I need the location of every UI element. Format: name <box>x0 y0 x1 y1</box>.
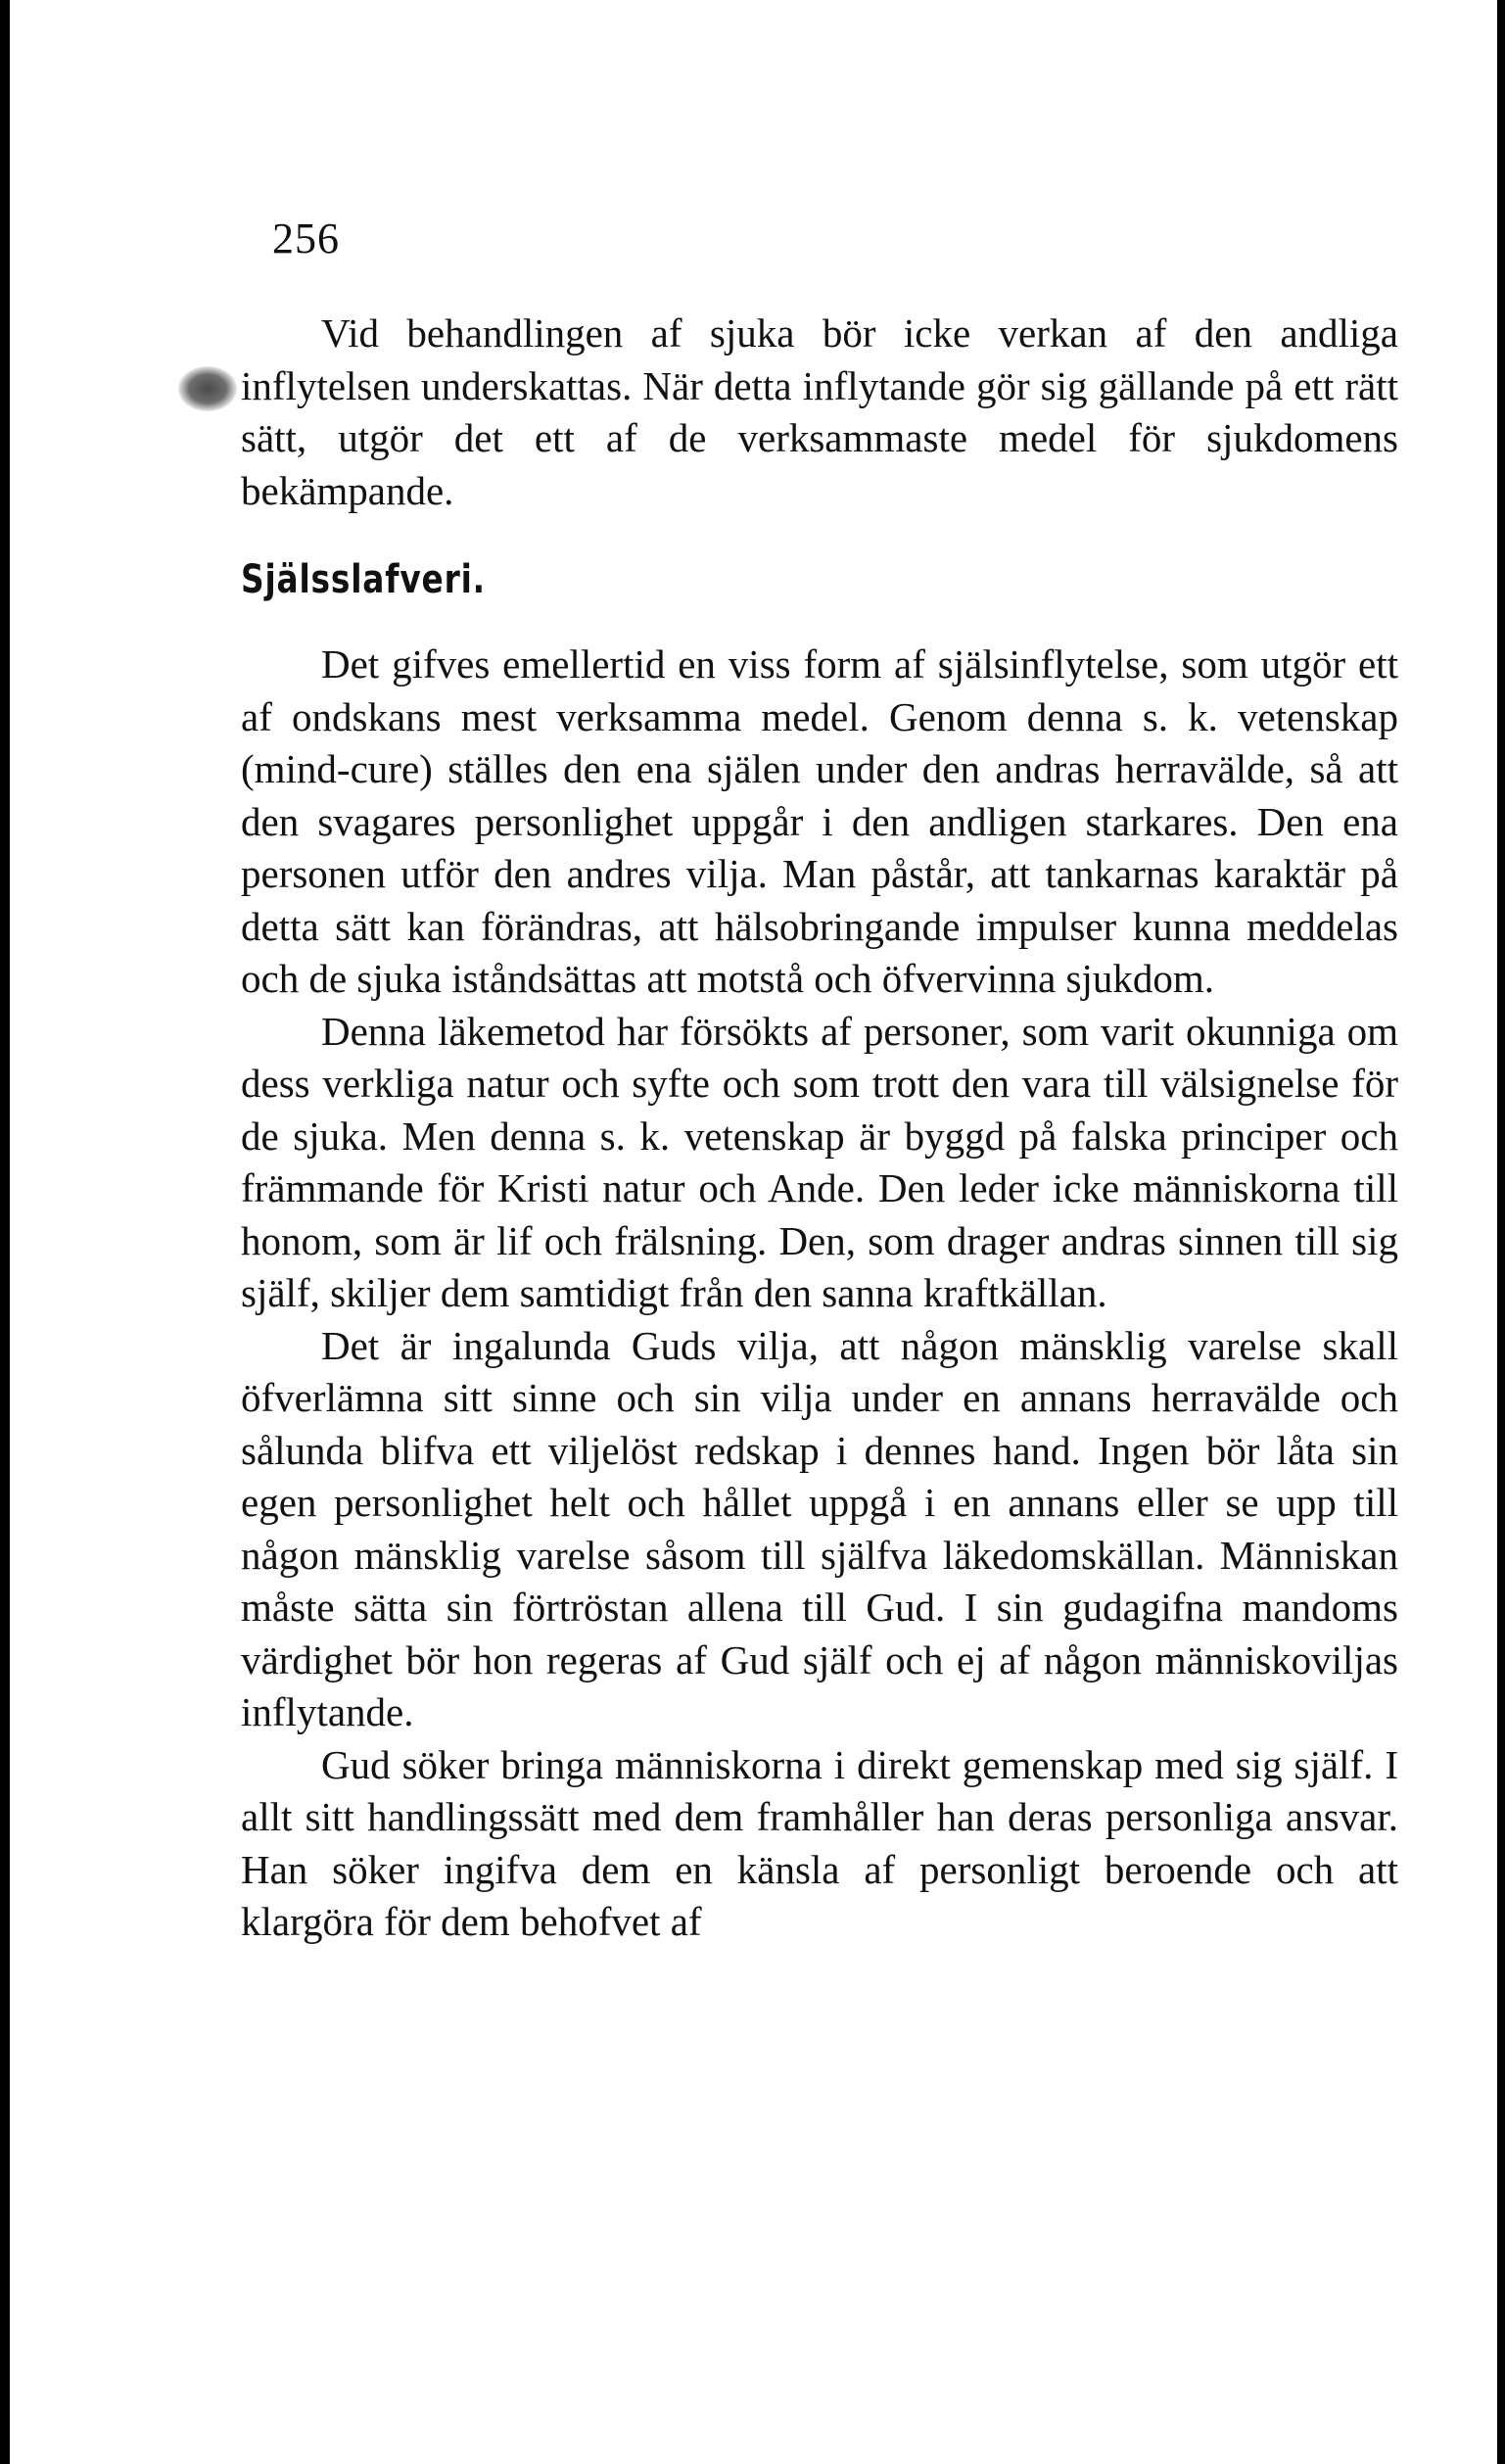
paragraph-4: Gud söker bringa människorna i direkt gemenskap med sig själf. I allt sitt handlingssätt med dem framhåller han deras personliga ansvar. Han söker ingifva dem en känsla af personligt beroende och att klargöra för dem behofvet af <box>241 1741 1398 1944</box>
intro-paragraph: Vid behandlingen af sjuka bör icke verkan af den andliga inflytelsen underskattas. När detta inflytande gör sig gällande på ett rätt sätt, utgör det ett af de verksammaste medel för sjukdomens bekämpande. <box>241 310 1398 513</box>
ink-smudge <box>178 366 237 411</box>
paragraph-1: Det gifves emellertid en viss form af själsinflytelse, som utgör ett af ondskans mest verksamma medel. Genom denna s. k. vetenskap (mind-cure) ställes den ena själen under den andras herravälde, så att den svagares personlighet uppgår i den andligen starkares. Den ena personen utför den andres vilja. Man påstår, att tankarnas karaktär på detta sätt kan förändras, att hälsobringande impulser kunna meddelas och de sjuka iståndsättas att motstå och öfvervinna sjukdom. <box>241 641 1398 1001</box>
scan-edge-left <box>0 0 10 2464</box>
section-heading: Själsslafveri. <box>241 557 486 602</box>
paragraph-2: Denna läkemetod har försökts af personer, som varit okunniga om dess verkliga natur och syfte och som trott den vara till välsignelse för de sjuka. Men denna s. k. vetenskap är byggd på falska principer och främmande för Kristi natur och Ande. Den leder icke människorna till honom, som är lif och frälsning. Den, som drager andras sinnen till sig själf, skiljer dem samtidigt från den sanna kraftkällan. <box>241 1008 1398 1315</box>
page-number: 256 <box>272 214 340 262</box>
intro-text <box>241 308 1398 517</box>
paragraph-3: Det är ingalunda Guds vilja, att någon mänsklig varelse skall öfverlämna sitt sinne och sin vilja under en annans herravälde och sålunda blifva ett viljelöst redskap i dennes hand. Ingen bör låta sin egen personlighet helt och hållet uppgå i en annans eller se upp till någon mänsklig varelse såsom till själfva läkedomskällan. Människan måste sätta sin förtröstan allena till Gud. I sin gudagifna mandoms värdighet bör hon regeras af Gud själf och ej af någon människoviljas inflytande. <box>241 1322 1398 1734</box>
section-body <box>241 639 1398 1949</box>
scan-edge-right <box>1497 0 1505 2464</box>
